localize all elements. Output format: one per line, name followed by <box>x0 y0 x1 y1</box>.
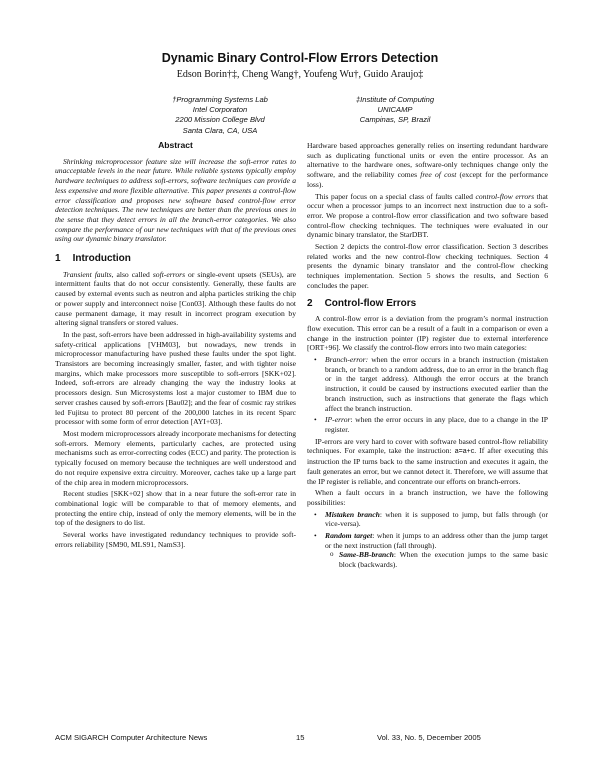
section-number: 1 <box>55 253 61 265</box>
abstract-heading: Abstract <box>158 140 193 150</box>
term: Mistaken branch <box>325 509 380 519</box>
affiliation-unicamp <box>325 95 465 126</box>
list-item <box>325 510 548 529</box>
emphasis: control-flow errors <box>475 191 535 201</box>
term: IP-error <box>325 415 351 425</box>
text-run: IP-errors are very hard to cover with software based control-flow reliability techniques. For example, take the instruction: <box>307 436 548 456</box>
emphasis: Transient faults <box>63 269 112 279</box>
affiliation-intel <box>150 95 290 136</box>
abstract-text: Shrinking microprocessor feature size will increase the soft-error rates to unacceptable levels in the near future. While reliable systems typically employ hardware techniques to address soft-errors, software techniques can provide a less expensive and more flexible alternative. This paper presents a control-flow error classification and proposes new software based control-flow error detection techniques. The new techniques are better than the previous ones in the sense that they detect errors in all the branch-error categories. We also compare the performance of our new techniques with that of the previous ones using our dynamic binary translator. <box>55 156 296 244</box>
affiliation-line: UNICAMP <box>377 105 413 115</box>
text-run: Hardware based approaches generally relies on inserting redundant hardware such as duplicating functional units or even the entire processor. As an alternative to the hardware ones, software-only techniques change only the software, and the reliability comes <box>307 141 548 180</box>
error-category-list <box>307 355 548 435</box>
term: Random target <box>325 531 373 541</box>
branch-fault-list <box>307 510 548 570</box>
paragraph: A control-flow error is a deviation from the program’s normal instruction flow execution. This error can be a result of a fault in a comparison or even a change in the instruction pointer (IP) register due to external interference [ORT+96]. We classify the control-flow errors into two main categories: <box>307 314 548 353</box>
text-run: : when it jumps to an address other than the jump target or the next instruction (fall through). <box>325 531 548 550</box>
paragraph <box>307 141 548 190</box>
section-heading-introduction <box>55 254 296 264</box>
term: Branch-error: <box>325 355 369 365</box>
list-item <box>339 550 548 569</box>
affiliation-line: Campinas, SP, Brazil <box>359 115 431 125</box>
paragraph: When a fault occurs in a branch instruction, we have the following possibilities: <box>307 488 548 507</box>
text-run: : when it is supposed to jump, but falls through (or vice-versa). <box>325 509 548 529</box>
list-item <box>325 531 548 570</box>
section-title: Control-flow Errors <box>324 297 417 309</box>
text-run: . If after executing this instruction the IP turns back to the same instruction and executes it again, the fault generates an error, but we cannot detect it. Therefore, we will assume that the IP register is reliable, and concentrate our efforts on branch-errors. <box>307 446 549 486</box>
text-run: or single-event upsets (SEUs), are intermittent faults that do not occur consistently. Generally, these faults are caused by external events such as neutron and alpha particles striking the chip or power supply and interconnect noise [Con03]. Although these faults do not cause permanent damage, it may result in incorrect program execution by altering signal transfers or stored values. <box>55 269 296 328</box>
paragraph: Most modern microprocessors already incorporate mechanisms for detecting soft-errors. Memory elements, particularly caches, are protected using mechanisms such as error-correcting codes (ECC) and parity. The protection is typically focused on memory because the techniques are well understood and do not require expensive extra circuitry. Moreover, caches take up a large part of the chip area in modern microprocessors. <box>55 428 297 487</box>
section-title: Introduction <box>72 253 131 265</box>
affiliation-line: Santa Clara, CA, USA <box>182 125 258 135</box>
text-run: , also called <box>111 269 153 279</box>
paragraph <box>307 192 548 241</box>
footer-volume: Vol. 33, No. 5, December 2005 <box>377 733 481 742</box>
paragraph: Several works have investigated redundancy techniques to provide soft-errors reliability [SM90, MLS91, NamS3]. <box>55 530 296 549</box>
paper-title: Dynamic Binary Control-Flow Errors Detection <box>161 51 439 65</box>
affiliation-line: Intel Corporaton <box>192 105 248 115</box>
affiliation-line: 2200 Mission College Blvd <box>175 115 265 125</box>
text-run: : when the error occurs in any place, due to a change in the IP register. <box>325 415 548 434</box>
section-heading-control-flow-errors <box>307 299 548 309</box>
text-run: This paper focus on a special class of faults called <box>315 191 476 201</box>
paragraph: Recent studies [SKK+02] show that in a near future the soft-error rate in combinational logic will be comparable to that of memory elements, and protecting the entire chip, instead of only the memory elements, will be in the top of the designers to do list. <box>55 489 296 528</box>
affiliation-line: †Programming Systems Lab <box>172 95 268 104</box>
code-snippet: a=a+c <box>454 448 475 456</box>
random-target-sublist <box>325 550 548 569</box>
section-number: 2 <box>307 297 313 309</box>
emphasis: free of cost <box>420 170 457 180</box>
right-column <box>307 141 548 572</box>
emphasis: soft-errors <box>152 269 186 279</box>
paragraph <box>55 270 296 328</box>
list-item <box>325 415 548 434</box>
affiliation-line: ‡Institute of Computing <box>355 95 435 104</box>
paragraph <box>307 437 548 487</box>
text-run: when the error occurs in a branch instruction (mistaken branch, or branch to a random address, due to an error in the branch flag or in the target address). Although the error occurs at the branch instruction, it could be caused by instructions executed earlier than the branch instruction, such as instructions that generate the flags which affect the branch instruction. <box>325 355 548 413</box>
text-run: : When the execution jumps to the same basic block (backwards). <box>339 550 548 570</box>
author-list: Edson Borin†‡, Cheng Wang†, Youfeng Wu†, Guido Araujo‡ <box>176 69 424 80</box>
footer-journal: ACM SIGARCH Computer Architecture News <box>55 733 208 742</box>
left-column <box>55 141 296 551</box>
list-item <box>325 355 548 413</box>
text-run: (except for the performance loss). <box>307 170 548 189</box>
footer-page-number: 15 <box>296 733 305 742</box>
paragraph: Section 2 depicts the control-flow error classification. Section 3 describes related works and the new control-flow checking techniques. Section 4 presents the dynamic binary translator and the control-flow checking techniques implementation. Section 5 shows the results, and Section 6 concludes the paper. <box>307 242 548 290</box>
term: Same-BB-branch <box>339 550 394 560</box>
text-run: that occur when a processor jumps to an incorrect next instruction due to a soft-error. We propose a control-flow error classification and two software based control-flow checking techniques. The techniques were evaluated in our dynamic binary translator, the StarDBT. <box>307 191 548 240</box>
paragraph: In the past, soft-errors have been addressed in high-availability systems and safety-critical applications [VHM03], but nowadays, new trends in microprocessor manufacturing have pushed these faults under the spot light. Transistors are becoming increasingly smaller, faster, and with tighter noise margins, which make processors more susceptible to soft-errors [SKK+02]. Indeed, soft-errors are already changing the way the industry looks at processors design. Sun Microsystems lost a major customer to IBM due to server crashes caused by soft-errors [Bau02]; and the fear of cosmic ray strikes led Fujitsu to protect 80 percent of the 200,000 latches in its recent Sparc processor with some form of error detection [AYI+03]. <box>55 329 296 427</box>
